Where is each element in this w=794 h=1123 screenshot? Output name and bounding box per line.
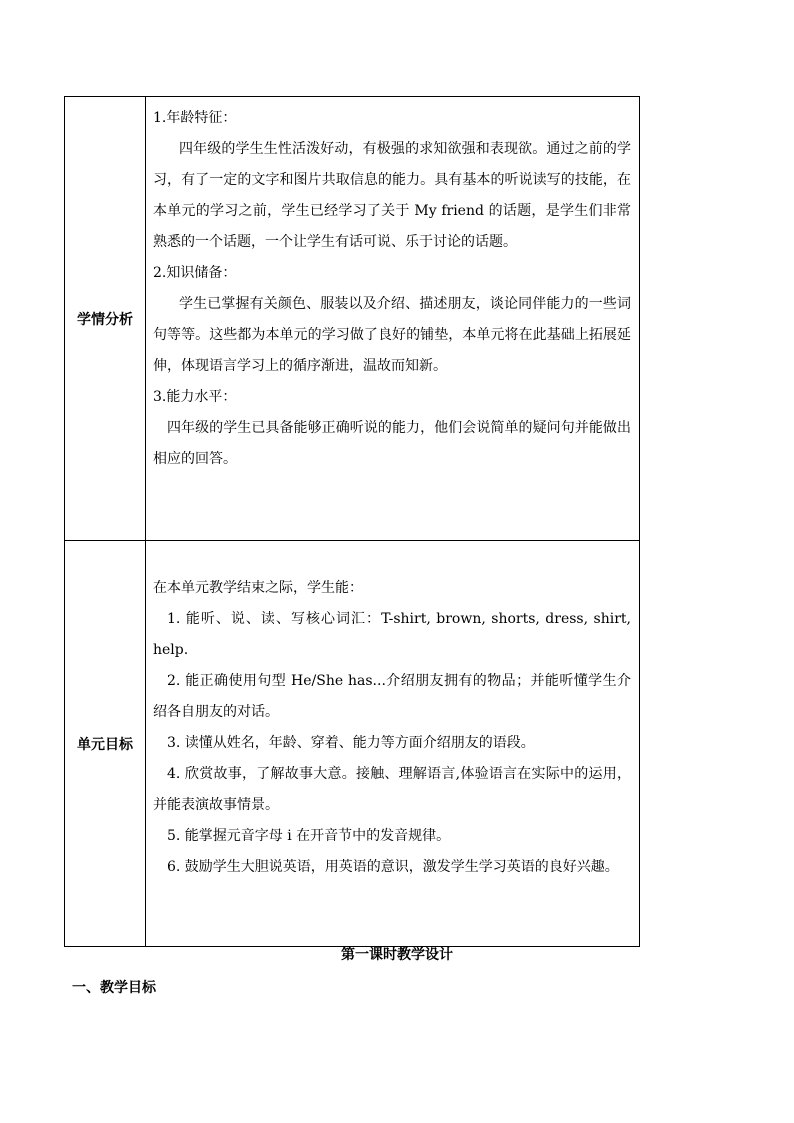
unit-goals-row [65, 541, 640, 947]
lesson-plan-table [64, 96, 640, 947]
unit-goal-item: 2. 能正确使用句型 He/She has...介绍朋友拥有的物品；并能听懂学生介绍各自朋友的对话。 [153, 673, 631, 720]
lesson-title: 第一课时教学设计 [341, 947, 453, 963]
knowledge-paragraph: 学生已掌握有关颜色、服装以及介绍、描述朋友，谈论同伴能力的一些词句等等。这些都为本单元的学习做了良好的铺垫，本单元将在此基础上拓展延伸，体现语言学习上的循序渐进，温故而知新。 [153, 296, 631, 374]
ability-paragraph: 四年级的学生已具备能够正确听说的能力，他们会说简单的疑问句并能做出相应的回答。 [153, 420, 631, 467]
section-heading: 一、教学目标 [72, 980, 156, 996]
unit-goals-intro: 在本单元教学结束之际，学生能： [153, 580, 363, 596]
unit-goals-label: 单元目标 [65, 541, 146, 947]
learner-analysis-label: 学情分析 [65, 97, 146, 541]
unit-goal-item: 1. 能听、说、读、写核心词汇：T-shirt, brown, shorts, dress, shirt, help. [153, 611, 631, 658]
unit-goal-item: 5. 能掌握元音字母 i 在开音节中的发音规律。 [167, 828, 451, 844]
age-paragraph: 四年级的学生生性活泼好动，有极强的求知欲强和表现欲。通过之前的学习，有了一定的文字和图片共取信息的能力。具有基本的听说读写的技能，在本单元的学习之前，学生已经学习了关于 My friend 的话题，是学生们非常熟悉的一个话题，一个让学生有话可说、乐于讨论的话题。 [153, 141, 631, 250]
learner-analysis-row [65, 97, 640, 541]
unit-goals-content [146, 541, 640, 947]
age-heading: 1.年龄特征： [153, 110, 237, 126]
ability-heading: 3.能力水平： [153, 389, 237, 405]
knowledge-heading: 2.知识储备： [153, 265, 237, 281]
unit-goal-item: 3. 读懂从姓名，年龄、穿着、能力等方面介绍朋友的语段。 [167, 735, 535, 751]
learner-analysis-content [146, 97, 640, 541]
unit-goal-item: 6. 鼓励学生大胆说英语，用英语的意识，激发学生学习英语的良好兴趣。 [167, 859, 619, 875]
unit-goal-item: 4. 欣赏故事，了解故事大意。接触、理解语言,体验语言在实际中的运用，并能表演故事情景。 [153, 766, 631, 813]
